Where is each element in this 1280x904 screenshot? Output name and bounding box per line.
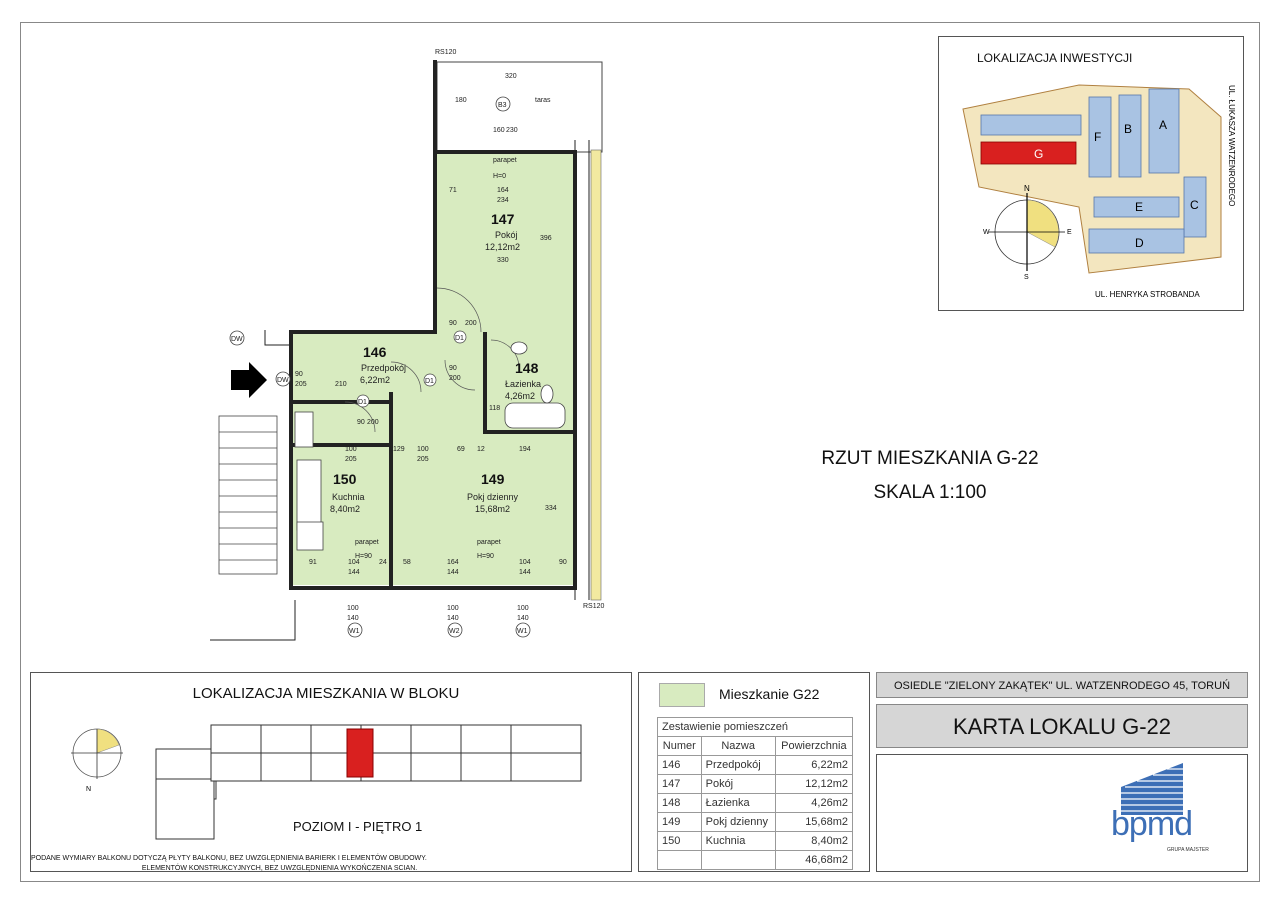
compass-e: E [1067, 229, 1072, 236]
cell-area: 15,68m2 [775, 813, 852, 832]
note-line-1: PODANE WYMIARY BALKONU DOTYCZĄ PŁYTY BALKONU, BEZ UWZGLĘDNIENIA BARIERK I ELEMENTÓW OBUDOWY. [31, 855, 427, 862]
entrance-arrow-icon [231, 362, 267, 398]
block-b-label: B [1124, 122, 1133, 136]
dim-100-d: 100 [447, 605, 459, 612]
location-map-title: LOKALIZACJA INWESTYCJI [977, 51, 1133, 65]
bathtub [505, 403, 565, 428]
block-f-label: F [1094, 130, 1102, 144]
room-150-number: 150 [333, 471, 357, 487]
location-map-panel [938, 36, 1244, 311]
room-146-number: 146 [363, 344, 387, 360]
dim-164: 164 [497, 187, 509, 194]
dim-90-d: 90 [357, 419, 365, 426]
card-title: KARTA LOKALU G-22 [952, 714, 1172, 739]
dim-90-c: 90 [449, 365, 457, 372]
room-149-area: 15,68m2 [475, 504, 511, 514]
cell-num: 148 [658, 794, 702, 813]
cell-name: Kuchnia [701, 832, 775, 851]
door-tag-d1-c-label: D1 [358, 399, 367, 406]
rooms-table-title: Zestawienie pomieszczeń [658, 718, 853, 737]
toilet [541, 385, 553, 403]
table-row [658, 794, 853, 813]
table-row [658, 775, 853, 794]
dim-205-b: 205 [345, 456, 357, 463]
dim-180: 180 [455, 97, 467, 104]
dim-396: 396 [540, 235, 552, 242]
dim-140-a: 140 [347, 615, 359, 622]
block-outline [31, 673, 633, 873]
cell-num: 149 [658, 813, 702, 832]
table-row [658, 832, 853, 851]
cell-area: 12,12m2 [775, 775, 852, 794]
cell-name: Pokj dzienny [701, 813, 775, 832]
legend-panel [638, 672, 870, 872]
cooktop [297, 522, 323, 550]
dim-334: 334 [545, 505, 557, 512]
col-area: Powierzchnia [775, 737, 852, 756]
dim-100-b: 100 [417, 446, 429, 453]
room-149-number: 149 [481, 471, 505, 487]
compass-n: N [1024, 184, 1030, 193]
block-d-label: D [1135, 236, 1144, 250]
parapet-label-kitchen: parapet [355, 539, 379, 546]
dim-205-c: 205 [417, 456, 429, 463]
dim-210: 210 [335, 381, 347, 388]
parapet-h90-kitchen: H=90 [355, 553, 372, 560]
door-tag-dw-upper-label: DW [231, 336, 243, 343]
window-tag-b3-label: B3 [498, 102, 507, 109]
parapet-h90-living: H=90 [477, 553, 494, 560]
parapet-h0: H=0 [493, 173, 507, 180]
compass-w: W [983, 229, 990, 236]
cell-area: 6,22m2 [775, 756, 852, 775]
staircase [219, 416, 277, 574]
note-line-2: ELEMENTÓW KONSTRUKCYJNYCH, BEZ UWZGLĘDNIENIA WYKOŃCZENIA SCIAN. [31, 865, 418, 872]
dim-100-a: 100 [345, 446, 357, 453]
dim-234: 234 [497, 197, 509, 204]
street-label-strobanda: UL. HENRYKA STROBANDA [1095, 290, 1200, 299]
dim-230: 230 [506, 127, 518, 134]
compass-small-icon [71, 729, 123, 779]
table-row [658, 756, 853, 775]
kitchen-sink [297, 460, 321, 530]
room-150-area: 8,40m2 [330, 504, 361, 514]
dim-200-a: 200 [465, 320, 477, 327]
table-row [658, 813, 853, 832]
washbasin [511, 342, 527, 354]
dim-144-a: 144 [348, 569, 360, 576]
block-h [981, 115, 1081, 135]
door-tag-d1-a-label: D1 [455, 335, 464, 342]
estate-label: OSIEDLE "ZIELONY ZAKĄTEK" UL. WATZENRODEGO 45, TORUŃ [893, 680, 1231, 692]
legend-label: Mieszkanie G22 [719, 686, 820, 702]
room-149-name: Pokj dzienny [467, 492, 519, 502]
logo-panel [876, 754, 1248, 872]
facade-strip [591, 150, 601, 600]
dim-91: 91 [309, 559, 317, 566]
dim-200-b: 200 [449, 375, 461, 382]
dim-90-e: 90 [559, 559, 567, 566]
col-number: Numer [658, 737, 702, 756]
rooms-table [657, 717, 853, 870]
dim-90-b: 90 [295, 371, 303, 378]
block-location-title: LOKALIZACJA MIESZKANIA W BLOKU [192, 685, 460, 702]
room-148-area: 4,26m2 [505, 391, 536, 401]
room-146-name: Przedpokój [361, 363, 407, 373]
cell-num: 146 [658, 756, 702, 775]
room-150-name: Kuchnia [332, 492, 365, 502]
dim-12: 12 [477, 446, 485, 453]
total-row [658, 851, 853, 870]
col-name: Nazwa [701, 737, 775, 756]
room-147-number: 147 [491, 211, 515, 227]
plan-title: RZUT MIESZKANIA G-22 [821, 448, 1039, 469]
block-g-label: G [1034, 147, 1044, 161]
rs-label-top: RS120 [435, 49, 457, 56]
total-area: 46,68m2 [775, 851, 852, 870]
dim-100-e: 100 [517, 605, 529, 612]
room-147-area: 12,12m2 [485, 242, 521, 252]
dim-144-b: 144 [447, 569, 459, 576]
block-e-label: E [1135, 200, 1144, 214]
dim-164-b: 164 [447, 559, 459, 566]
terrace-label: taras [535, 97, 551, 104]
site-map [939, 37, 1245, 312]
compass-small-n: N [86, 786, 92, 793]
dim-104-b: 104 [519, 559, 531, 566]
dim-144-c: 144 [519, 569, 531, 576]
terrace [437, 62, 602, 152]
cell-area: 4,26m2 [775, 794, 852, 813]
window-tag-w2-label: W2 [449, 628, 460, 635]
card-bar [876, 704, 1248, 748]
dim-205-a: 205 [295, 381, 307, 388]
dim-194: 194 [519, 446, 531, 453]
dim-58: 58 [403, 559, 411, 566]
cell-num: 147 [658, 775, 702, 794]
dim-160: 160 [493, 127, 505, 134]
block-c-label: C [1190, 198, 1199, 212]
room-146-area: 6,22m2 [360, 375, 391, 385]
cell-area: 8,40m2 [775, 832, 852, 851]
dim-24: 24 [379, 559, 387, 566]
door-tag-d1-b-label: D1 [425, 378, 434, 385]
room-147-name: Pokój [495, 230, 518, 240]
estate-bar [876, 672, 1248, 698]
dim-330: 330 [497, 257, 509, 264]
dim-69: 69 [457, 446, 465, 453]
door-tag-dw-label: DW [277, 377, 289, 384]
block-location-panel [30, 672, 632, 872]
dim-71: 71 [449, 187, 457, 194]
room-148-name: Łazienka [505, 379, 542, 389]
block-a-label: A [1159, 118, 1168, 132]
cell-name: Przedpokój [701, 756, 775, 775]
block-b [1119, 95, 1141, 177]
cell-num: 150 [658, 832, 702, 851]
compass-icon [989, 193, 1065, 271]
dim-200-c: 200 [367, 419, 379, 426]
parapet-label-top: parapet [493, 157, 517, 164]
rs-label-bottom: RS120 [583, 603, 605, 610]
block-g-highlight [981, 142, 1076, 164]
cell-name: Łazienka [701, 794, 775, 813]
apartment-highlight [347, 729, 373, 777]
dim-100-c: 100 [347, 605, 359, 612]
room-148-number: 148 [515, 360, 539, 376]
dim-104-a: 104 [348, 559, 360, 566]
window-tag-w1-left-label: W1 [349, 628, 360, 635]
dim-140-b: 140 [447, 615, 459, 622]
block-level-label: POZIOM I - PIĘTRO 1 [293, 819, 423, 834]
street-label-watzenrodego: UL. ŁUKASZA WATZENRODEGO [1227, 85, 1236, 207]
floor-plan [205, 40, 615, 652]
dim-140-c: 140 [517, 615, 529, 622]
parapet-label-living: parapet [477, 539, 501, 546]
window-tag-w1-right-label: W1 [517, 628, 528, 635]
dim-129: 129 [393, 446, 405, 453]
dim-90-a: 90 [449, 320, 457, 327]
cell-name: Pokój [701, 775, 775, 794]
legend-swatch [659, 683, 705, 707]
compass-s: S [1024, 274, 1029, 281]
dim-320: 320 [505, 73, 517, 80]
dim-118: 118 [489, 405, 501, 412]
plan-scale: SKALA 1:100 [873, 482, 987, 503]
logo-subtext: GRUPA MAJSTER [1167, 847, 1209, 853]
logo-text: bpmd [1111, 805, 1193, 843]
stove-top [295, 412, 313, 447]
